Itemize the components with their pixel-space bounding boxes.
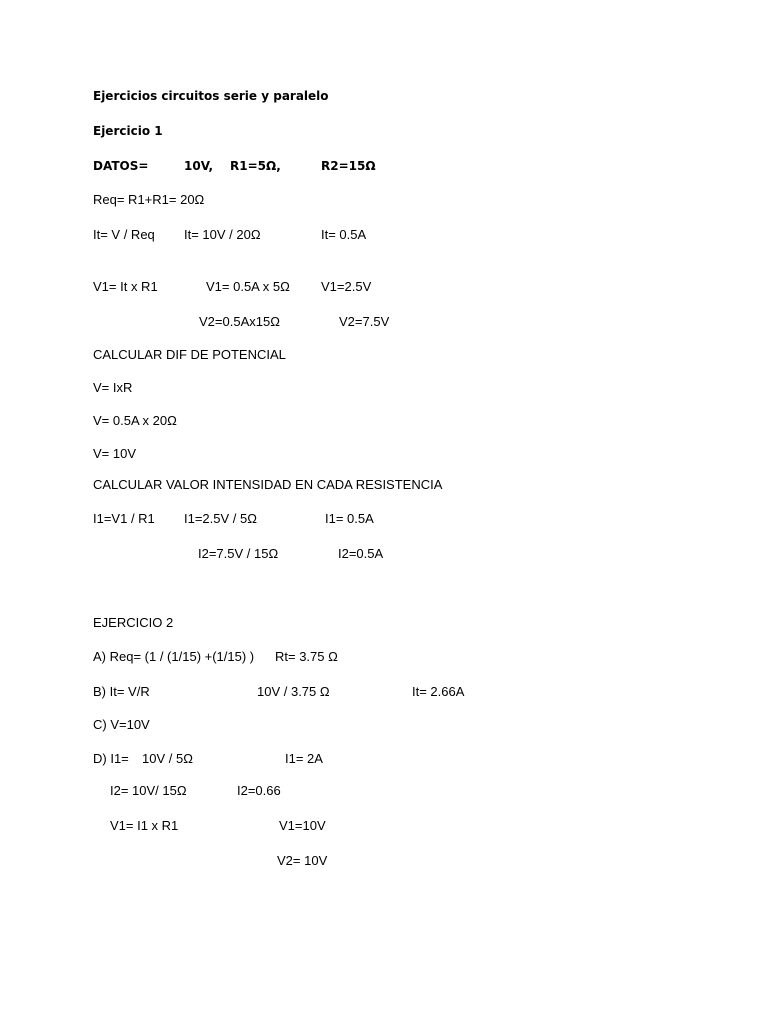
potential-result: V= 10V [93,446,137,461]
potential-substitution: V= 0.5A x 20Ω [93,413,177,428]
part-d-v1-formula: V1= I1 x R1 [110,818,179,833]
part-b-formula: B) It= V/R [93,684,150,699]
part-b-result: It= 2.66A [412,684,465,699]
intensity-heading: CALCULAR VALOR INTENSIDAD EN CADA RESISTENCIA [93,477,443,492]
v1-formula: V1= It x R1 [93,279,158,294]
part-d-v2-result: V2= 10V [277,853,328,868]
exercise-2-heading: EJERCICIO 2 [93,615,174,630]
v1-substitution: V1= 0.5A x 5Ω [206,279,290,294]
part-a-formula: A) Req= (1 / (1/15) +(1/15) ) [93,649,255,664]
part-d-v1-result: V1=10V [279,818,326,833]
part-d-result: I1= 2A [285,751,323,766]
datos-r2: R2=15Ω [321,159,376,173]
part-d-i2-substitution: I2= 10V/ 15Ω [110,783,187,798]
it-formula: It= V / Req [93,227,155,242]
datos-label: DATOS= [93,159,149,173]
document-title: Ejercicios circuitos serie y paralelo [93,89,329,103]
part-b-substitution: 10V / 3.75 Ω [257,684,330,699]
i2-result: I2=0.5A [338,546,384,561]
i1-result: I1= 0.5A [325,511,374,526]
v2-result: V2=7.5V [339,314,390,329]
part-c: C) V=10V [93,717,150,732]
i1-formula: I1=V1 / R1 [93,511,155,526]
potential-heading: CALCULAR DIF DE POTENCIAL [93,347,286,362]
exercise-1-heading: Ejercicio 1 [93,124,163,138]
datos-r1: R1=5Ω, [230,159,281,173]
part-d-label: D) I1= [93,751,129,766]
part-d-substitution: 10V / 5Ω [142,751,193,766]
it-substitution: It= 10V / 20Ω [184,227,261,242]
v1-result: V1=2.5V [321,279,372,294]
datos-voltage: 10V, [184,159,213,173]
part-d-i2-result: I2=0.66 [237,783,281,798]
v2-substitution: V2=0.5Ax15Ω [199,314,280,329]
req-line: Req= R1+R1= 20Ω [93,192,205,207]
it-result: It= 0.5A [321,227,367,242]
part-a-result: Rt= 3.75 Ω [275,649,338,664]
i2-substitution: I2=7.5V / 15Ω [198,546,279,561]
i1-substitution: I1=2.5V / 5Ω [184,511,257,526]
potential-formula: V= IxR [93,380,133,395]
